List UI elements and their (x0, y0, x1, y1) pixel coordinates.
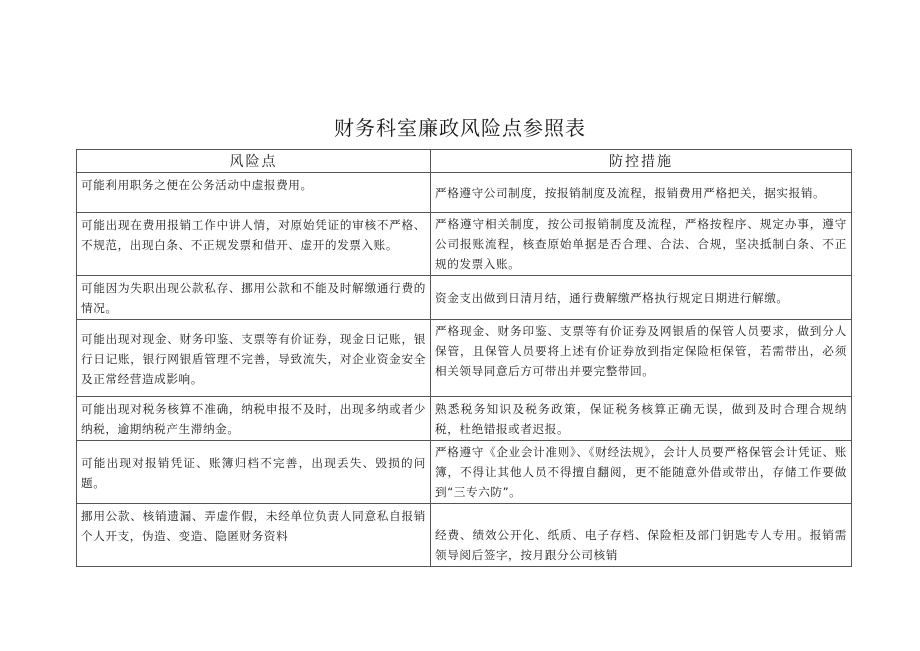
header-control: 防控措施 (431, 150, 852, 173)
table-row (77, 441, 852, 504)
table-row (77, 213, 852, 276)
risk-cell: 可能利用职务之便在公务活动中虚报费用。 (77, 173, 431, 213)
risk-cell: 挪用公款、核销遗漏、弄虚作假，未经单位负责人同意私自报销个人开支，伪造、变造、隐匿财务资料 (77, 504, 431, 567)
risk-cell: 可能出现对报销凭证、账簿归档不完善，出现丢失、毁损的问题。 (77, 441, 431, 504)
table-row (77, 397, 852, 441)
control-cell: 严格遵守相关制度，按公司报销制度及流程，严格按程序、规定办事，遵守公司报账流程，核查原始单据是否合理、合法、合规，坚决抵制白条、不正规的发票入账。 (431, 213, 852, 276)
control-cell: 资金支出做到日清月结，通行费解缴严格执行规定日期进行解缴。 (431, 276, 852, 320)
page-title: 财务科室廉政风险点参照表 (334, 116, 586, 140)
table-row (77, 276, 852, 320)
risk-cell: 可能出现对现金、财务印鉴、支票等有价证券，现金日记账，银行日记账，银行网银盾管理不完善，导致流失，对企业资金安全及正常经营造成影响。 (77, 320, 431, 397)
table-header-row (77, 150, 852, 173)
header-risk: 风险点 (77, 150, 431, 173)
control-cell: 严格现金、财务印鉴、支票等有价证券及网银盾的保管人员要求，做到分人保管，且保管人员要将上述有价证券放到指定保险柜保管，若需带出，必须相关领导同意后方可带出并要完整带回。 (431, 320, 852, 397)
risk-cell: 可能出现对税务核算不准确，纳税申报不及时，出现多纳或者少纳税，逾期纳税产生滞纳金。 (77, 397, 431, 441)
risk-cell: 可能因为失职出现公款私存、挪用公款和不能及时解缴通行费的情况。 (77, 276, 431, 320)
control-cell: 严格遵守公司制度，按报销制度及流程，报销费用严格把关，据实报销。 (431, 173, 852, 213)
table-row (77, 504, 852, 567)
control-cell: 经费、绩效公开化、纸质、电子存档、保险柜及部门钥匙专人专用。报销需领导阅后签字，按月跟分公司核销 (431, 504, 852, 567)
control-cell: 熟悉税务知识及税务政策，保证税务核算正确无误，做到及时合理合规纳税，杜绝错报或者迟报。 (431, 397, 852, 441)
control-cell: 严格遵守《企业会计准则》、《财经法规》，会计人员要严格保管会计凭证、账簿，不得让其他人员不得擅自翻阅，更不能随意外借或带出，存储工作要做到“三专六防”。 (431, 441, 852, 504)
risk-table (76, 149, 852, 567)
risk-cell: 可能出现在费用报销工作中讲人情，对原始凭证的审核不严格、不规范，出现白条、不正规发票和借开、虚开的发票入账。 (77, 213, 431, 276)
table-row (77, 173, 852, 213)
table-row (77, 320, 852, 397)
